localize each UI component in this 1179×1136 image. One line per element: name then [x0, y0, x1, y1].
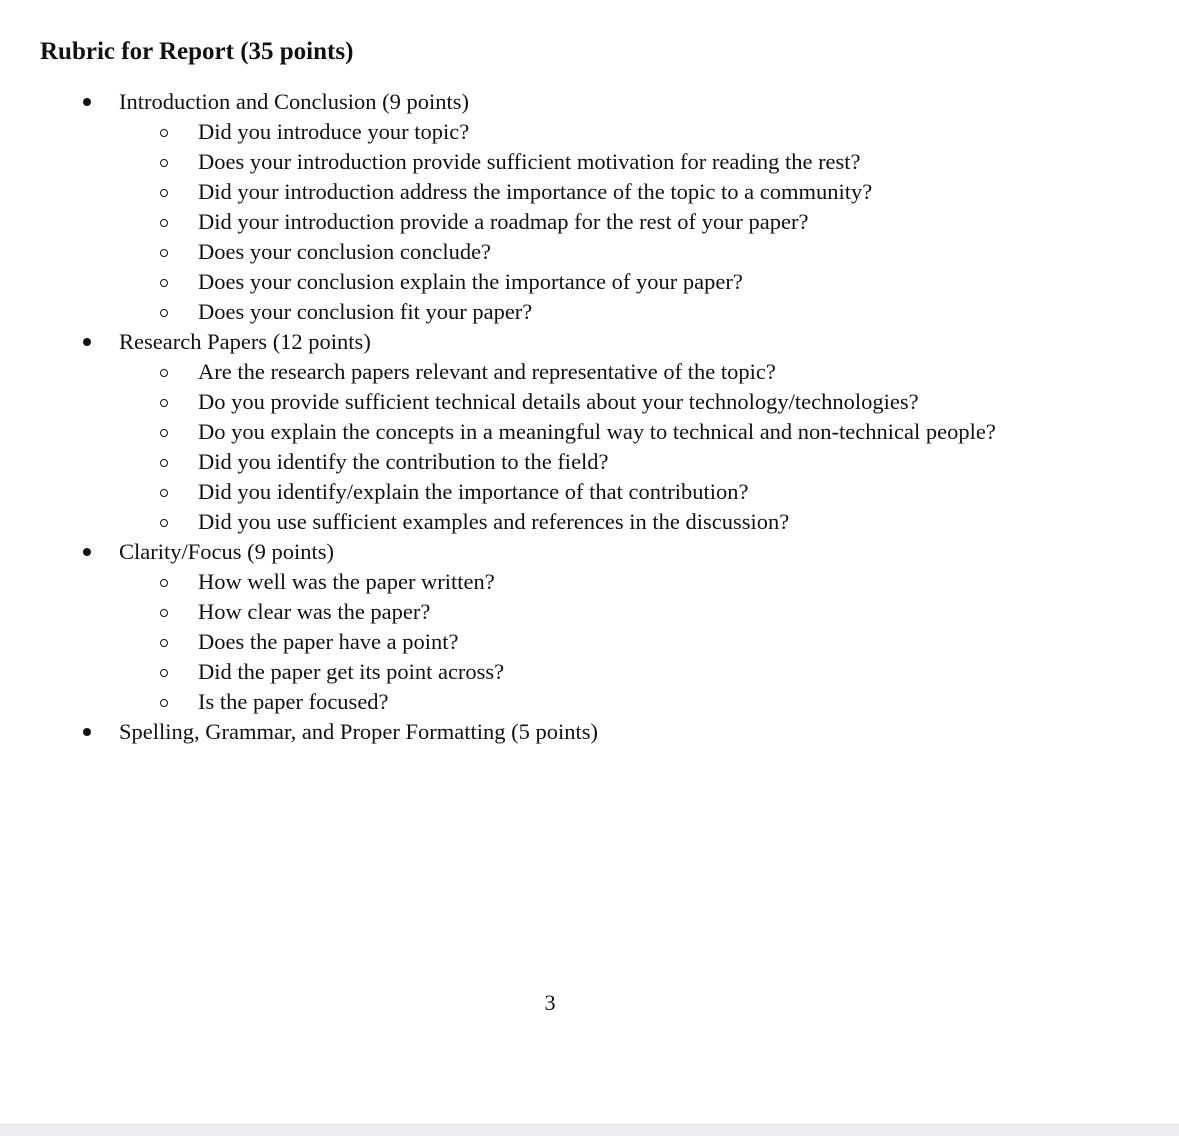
rubric-item — [0, 417, 1179, 447]
item-label: Are the research papers relevant and representative of the topic? — [198, 359, 776, 384]
hollow-bullet-icon — [160, 519, 168, 527]
hollow-bullet-icon — [160, 219, 168, 227]
item-label: Did you identify/explain the importance of that contribution? — [198, 479, 749, 504]
section-label: Clarity/Focus (9 points) — [119, 539, 334, 564]
rubric-item — [0, 387, 1179, 417]
item-label: Does your conclusion explain the importance of your paper? — [198, 269, 743, 294]
hollow-bullet-icon — [160, 159, 168, 167]
item-label: Does the paper have a point? — [198, 629, 459, 654]
item-label: Did your introduction address the importance of the topic to a community? — [198, 179, 873, 204]
item-label: Did you use sufficient examples and references in the discussion? — [198, 509, 790, 534]
bullet-icon — [83, 98, 91, 106]
item-label: Is the paper focused? — [198, 689, 389, 714]
rubric-item — [0, 237, 1179, 267]
item-label: Does your introduction provide sufficient motivation for reading the rest? — [198, 149, 861, 174]
item-label: Do you explain the concepts in a meaningful way to technical and non-technical people? — [198, 419, 996, 444]
rubric-item — [0, 657, 1179, 687]
page-number: 3 — [544, 990, 556, 1015]
section-label: Spelling, Grammar, and Proper Formatting (5 points) — [119, 719, 599, 744]
section-label: Introduction and Conclusion (9 points) — [119, 89, 469, 114]
rubric-item — [0, 147, 1179, 177]
bullet-icon — [83, 338, 91, 346]
item-label: Did your introduction provide a roadmap for the rest of your paper? — [198, 209, 809, 234]
item-label: Did you identify the contribution to the field? — [198, 449, 609, 474]
item-label: Does your conclusion conclude? — [198, 239, 492, 264]
rubric-item — [0, 117, 1179, 147]
rubric-item — [0, 267, 1179, 297]
hollow-bullet-icon — [160, 669, 168, 677]
rubric-item — [0, 177, 1179, 207]
hollow-bullet-icon — [160, 429, 168, 437]
rubric-item — [0, 627, 1179, 657]
bullet-icon — [83, 728, 91, 736]
hollow-bullet-icon — [160, 279, 168, 287]
item-label: How well was the paper written? — [198, 569, 495, 594]
rubric-section — [0, 87, 1179, 117]
item-label: Did the paper get its point across? — [198, 659, 505, 684]
section-label: Research Papers (12 points) — [119, 329, 371, 354]
hollow-bullet-icon — [160, 609, 168, 617]
hollow-bullet-icon — [160, 369, 168, 377]
rubric-item — [0, 297, 1179, 327]
hollow-bullet-icon — [160, 459, 168, 467]
rubric-item — [0, 447, 1179, 477]
hollow-bullet-icon — [160, 639, 168, 647]
hollow-bullet-icon — [160, 399, 168, 407]
rubric-item — [0, 477, 1179, 507]
viewer-bottom-bar — [0, 1124, 1179, 1136]
item-label: Does your conclusion fit your paper? — [198, 299, 533, 324]
rubric-item — [0, 207, 1179, 237]
item-label: Did you introduce your topic? — [198, 119, 470, 144]
document-title: Rubric for Report (35 points) — [40, 38, 354, 65]
hollow-bullet-icon — [160, 489, 168, 497]
rubric-list — [0, 87, 1179, 747]
hollow-bullet-icon — [160, 189, 168, 197]
rubric-item — [0, 687, 1179, 717]
hollow-bullet-icon — [160, 579, 168, 587]
rubric-item — [0, 357, 1179, 387]
bullet-icon — [83, 548, 91, 556]
rubric-item — [0, 507, 1179, 537]
item-label: How clear was the paper? — [198, 599, 431, 624]
item-label: Do you provide sufficient technical details about your technology/technologies? — [198, 389, 919, 414]
hollow-bullet-icon — [160, 129, 168, 137]
rubric-item — [0, 597, 1179, 627]
rubric-section — [0, 717, 1179, 747]
hollow-bullet-icon — [160, 309, 168, 317]
rubric-item — [0, 567, 1179, 597]
rubric-section — [0, 537, 1179, 567]
hollow-bullet-icon — [160, 699, 168, 707]
rubric-section — [0, 327, 1179, 357]
hollow-bullet-icon — [160, 249, 168, 257]
